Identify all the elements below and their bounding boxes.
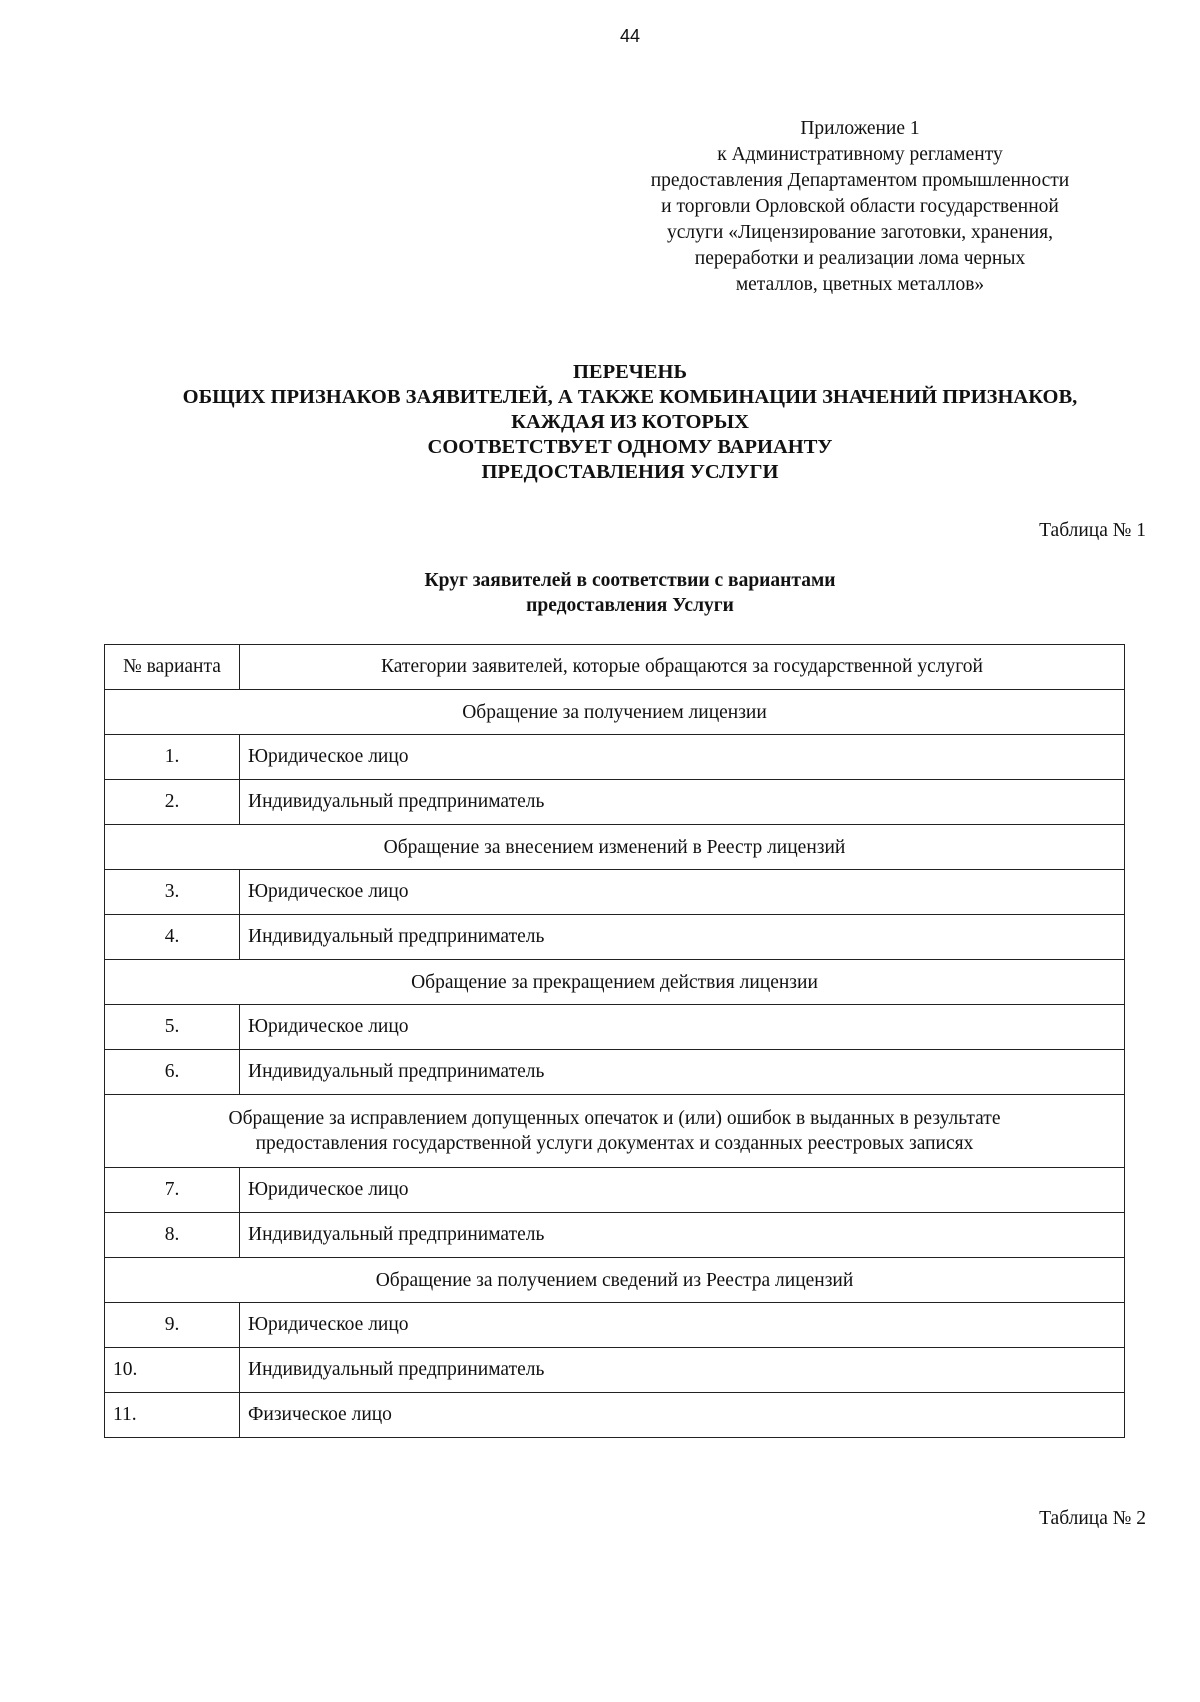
table1-caption: [60, 568, 1200, 618]
variant-number: 1.: [105, 735, 240, 780]
applicant-category: Индивидуальный предприниматель: [240, 1348, 1125, 1393]
table-row: [105, 915, 1125, 960]
variant-number: 10.: [105, 1348, 240, 1393]
caption-line: Круг заявителей в соответствии с вариантами: [424, 570, 836, 591]
table-row: [105, 780, 1125, 825]
table2-label: Таблица № 2: [1039, 1508, 1146, 1529]
section-row: [105, 1095, 1125, 1168]
table-row: [105, 1050, 1125, 1095]
variant-number: 5.: [105, 1005, 240, 1050]
table-row: [105, 870, 1125, 915]
header-applicant-category: Категории заявителей, которые обращаются за государственной услугой: [240, 645, 1125, 690]
applicant-category: Юридическое лицо: [240, 735, 1125, 780]
variant-number: 4.: [105, 915, 240, 960]
heading-line: ПЕРЕЧЕНЬ: [572, 361, 688, 383]
table-row: [105, 1213, 1125, 1258]
applicant-category: Индивидуальный предприниматель: [240, 1213, 1125, 1258]
table-row: [105, 1348, 1125, 1393]
section-title-line: Обращение за получением лицензии: [462, 701, 767, 723]
section-title: [105, 960, 1125, 1005]
section-row: [105, 960, 1125, 1005]
heading-line: ОБЩИХ ПРИЗНАКОВ ЗАЯВИТЕЛЕЙ, А ТАКЖЕ КОМБИНАЦИИ ЗНАЧЕНИЙ ПРИЗНАКОВ,: [182, 386, 1078, 408]
table-header-row: [105, 645, 1125, 690]
applicant-category: Индивидуальный предприниматель: [240, 1050, 1125, 1095]
page-number: 44: [619, 26, 641, 46]
section-title: [105, 825, 1125, 870]
header-variant-number: № варианта: [105, 645, 240, 690]
section-title: [105, 1095, 1125, 1168]
section-title-line: Обращение за внесением изменений в Реестр лицензий: [383, 836, 846, 858]
variant-number: 3.: [105, 870, 240, 915]
section-title-line: Обращение за получением сведений из Реестра лицензий: [375, 1269, 854, 1291]
table-row: [105, 1168, 1125, 1213]
section-row: [105, 1258, 1125, 1303]
variant-number: 2.: [105, 780, 240, 825]
applicant-category: Юридическое лицо: [240, 870, 1125, 915]
table-row: [105, 1393, 1125, 1438]
section-title-line: Обращение за исправлением допущенных опечаток и (или) ошибок в выданных в результате: [228, 1108, 1001, 1129]
heading-line: КАЖДАЯ ИЗ КОТОРЫХ: [511, 411, 749, 433]
appendix-line: услуги «Лицензирование заготовки, хранения,: [667, 222, 1053, 243]
caption-line: предоставления Услуги: [526, 595, 734, 616]
applicant-category: Индивидуальный предприниматель: [240, 780, 1125, 825]
section-title-line: предоставления государственной услуги документах и созданных реестровых записях: [255, 1133, 974, 1154]
variant-number: 7.: [105, 1168, 240, 1213]
appendix-line: металлов, цветных металлов»: [735, 274, 985, 295]
document-heading: [60, 360, 1200, 485]
variant-number: 8.: [105, 1213, 240, 1258]
table-row: [105, 735, 1125, 780]
appendix-block: [610, 116, 1110, 298]
table-row: [105, 1303, 1125, 1348]
appendix-line: предоставления Департаментом промышленности: [650, 170, 1070, 191]
table1-label: Таблица № 1: [1039, 520, 1146, 541]
section-row: [105, 825, 1125, 870]
variant-number: 6.: [105, 1050, 240, 1095]
heading-line: СООТВЕТСТВУЕТ ОДНОМУ ВАРИАНТУ: [427, 436, 833, 458]
section-title: [105, 1258, 1125, 1303]
appendix-line: переработки и реализации лома черных: [694, 248, 1026, 269]
appendix-line: Приложение 1: [800, 118, 920, 139]
appendix-line: и торговли Орловской области государственной: [661, 196, 1059, 217]
applicant-category: Физическое лицо: [240, 1393, 1125, 1438]
heading-line: ПРЕДОСТАВЛЕНИЯ УСЛУГИ: [481, 461, 779, 483]
table-row: [105, 1005, 1125, 1050]
applicant-category: Юридическое лицо: [240, 1005, 1125, 1050]
applicant-category: Индивидуальный предприниматель: [240, 915, 1125, 960]
applicant-category: Юридическое лицо: [240, 1168, 1125, 1213]
table-body: [105, 690, 1125, 1438]
section-title-line: Обращение за прекращением действия лицензии: [411, 971, 818, 993]
applicant-category: Юридическое лицо: [240, 1303, 1125, 1348]
appendix-line: к Административному регламенту: [717, 144, 1003, 165]
section-row: [105, 690, 1125, 735]
applicants-table: [104, 644, 1125, 1438]
section-title: [105, 690, 1125, 735]
variant-number: 11.: [105, 1393, 240, 1438]
variant-number: 9.: [105, 1303, 240, 1348]
